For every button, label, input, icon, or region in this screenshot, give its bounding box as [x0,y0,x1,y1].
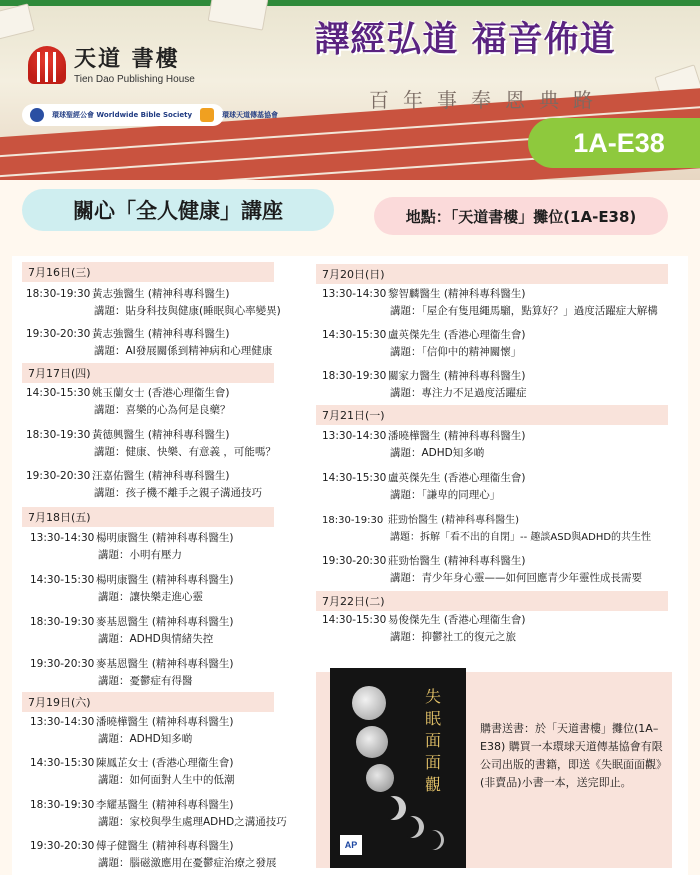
session-speaker: 姚玉蘭女士 (香港心理衞生會) [92,387,230,399]
session-time: 18:30-19:30 [30,616,95,628]
session-time: 14:30-15:30 [30,757,95,769]
promo-text: 購書送書：於「天道書樓」攤位(1A–E38) 購買一本環球天道傳基協會有限公司出版的書籍，即送《失眠面面觀》(非賣品)小書一本，送完即止。 [480,722,663,789]
session-time: 18:30-19:30 [322,515,384,526]
session-time: 19:30-20:30 [322,555,387,567]
session-topic: 講題：AI發展關係到精神病和心理健康 [94,345,273,357]
sponsor-name: 環球聖經公會 Worldwide Bible Society [52,110,193,119]
booth-number-tag: 1A-E38 [528,118,700,168]
venue-label: 地點：「天道書樓」攤位(1A-E38) [374,197,668,235]
session-time: 13:30-14:30 [322,288,387,300]
session-item [322,327,526,361]
session-topic: 講題：如何面對人生中的低潮 [98,774,235,786]
session-time: 14:30-15:30 [26,387,91,399]
session-time: 19:30-20:30 [26,328,91,340]
session-item [322,428,526,462]
session-time: 14:30-15:30 [322,614,387,626]
session-time: 19:30-20:30 [30,658,95,670]
banner-top-band [0,0,700,6]
session-speaker: 楊明康醫生 (精神科專科醫生) [96,574,234,586]
session-item [30,614,234,648]
session-item [322,512,651,546]
session-time: 19:30-20:30 [30,840,95,852]
session-topic: 講題：憂鬱症有得醫 [98,675,193,687]
session-time: 18:30-19:30 [26,288,91,300]
session-speaker: 傅子健醫生 (精神科專科醫生) [96,840,234,852]
session-time: 14:30-15:30 [322,472,387,484]
session-topic: 講題：「信仰中的精神關懷」 [390,346,522,358]
session-item [322,553,642,587]
session-topic: 講題：青少年身心靈——如何回應青少年靈性成長需要 [390,572,642,584]
day-header: 7月20日(日) [316,264,668,284]
session-time: 14:30-15:30 [30,574,95,586]
session-time: 14:30-15:30 [322,329,387,341]
crescent-moon-icon [382,796,406,820]
session-item [322,612,526,646]
session-speaker: 李耀基醫生 (精神科專科醫生) [96,799,234,811]
session-time: 18:30-19:30 [26,429,91,441]
session-topic: 講題：腦磁激應用在憂鬱症治療之發展 [98,857,277,869]
session-item [26,468,262,502]
session-speaker: 黃志強醫生 (精神科專科醫生) [92,328,230,340]
session-topic: 講題：孩子機不離手之親子溝通技巧 [94,487,262,499]
full-moon-icon [352,686,386,720]
session-item [26,385,231,419]
banner-subline: 百年事奉恩典路 [369,88,607,112]
session-item [30,838,277,872]
moon-icon [356,726,388,758]
session-topic: 講題：健康、快樂、有意義 ，可能嗎？ [94,446,276,458]
session-item [322,368,527,402]
session-speaker: 汪嘉佑醫生 (精神科專科醫生) [92,470,230,482]
session-topic: 講題：ADHD知多啲 [390,447,485,459]
publisher-logo [22,40,237,100]
day-header: 7月22日(二) [316,591,668,611]
session-topic: 講題：抑鬱社工的復元之旅 [390,631,516,643]
session-speaker: 麥基恩醫生 (精神科專科醫生) [96,658,234,670]
session-item [30,797,287,831]
session-topic: 講題：專注力不足過度活躍症 [390,387,527,399]
day-header: 7月19日(六) [22,692,274,712]
session-speaker: 易俊傑先生 (香港心理衞生會) [388,614,526,626]
day-header: 7月16日(三) [22,262,274,282]
session-time: 18:30-19:30 [30,799,95,811]
book-title: 失眠面面觀 [424,687,441,794]
session-topic: 講題：「屋企有隻甩繩馬騮，點算好？」過度活躍症大解構 [390,305,658,317]
session-item [26,427,276,461]
session-speaker: 陳鳳芷女士 (香港心理衞生會) [96,757,234,769]
session-time: 19:30-20:30 [26,470,91,482]
sponsor-name: 環球天道傳基協會 [222,110,279,119]
day-header: 7月17日(四) [22,363,274,383]
session-topic: 講題：ADHD知多啲 [98,733,193,745]
page-title: 關心「全人健康」講座 [22,189,334,231]
session-speaker: 盧英傑先生 (香港心理衞生會) [388,329,526,341]
publisher-logo-icon: AP [340,835,362,855]
session-topic: 講題：ADHD與情緒失控 [98,633,214,645]
bible-society-logo-icon [30,108,44,122]
session-item [30,755,235,789]
session-time: 18:30-19:30 [322,370,387,382]
banner-headline: 譯經弘道 福音佈道 [314,19,616,60]
day-header: 7月21日(一) [316,405,668,425]
session-item [30,656,234,690]
sponsor-bar [22,104,279,126]
session-item [30,714,234,748]
session-topic: 講題：小明有壓力 [98,549,182,561]
session-topic: 講題：拆解「看不出的自閉」-- 趣談ASD與ADHD的共生性 [390,532,652,543]
session-topic: 講題：家校與學生處理ADHD之溝通技巧 [98,816,287,828]
banner [0,0,700,180]
session-speaker: 楊明康醫生 (精神科專科醫生) [96,532,234,544]
crescent-moon-icon [424,830,444,850]
session-item [30,530,234,564]
session-time: 13:30-14:30 [30,532,95,544]
logo-chinese-name: 天道 書樓 [74,46,180,72]
session-speaker: 黃德興醫生 (精神科專科醫生) [92,429,230,441]
session-speaker: 麥基恩醫生 (精神科專科醫生) [96,616,234,628]
crescent-moon-icon [402,816,424,838]
session-time: 13:30-14:30 [322,430,387,442]
session-speaker: 潘曉樺醫生 (精神科專科醫生) [96,716,234,728]
session-speaker: 黃志強醫生 (精神科專科醫生) [92,288,230,300]
session-speaker: 盧英傑先生 (香港心理衞生會) [388,472,526,484]
session-speaker: 莊勁怡醫生 (精神科專科醫生) [388,555,526,567]
session-topic: 講題：貼身科技與健康(睡眠與心率變異) [94,305,281,317]
flying-book-decoration [0,3,35,40]
session-speaker: 黎智麟醫生 (精神科專科醫生) [388,288,526,300]
session-topic: 講題：讓快樂走進心靈 [98,591,203,603]
session-speaker: 莊勁怡醫生 (精神科專科醫生) [388,515,519,526]
open-book-logo-icon [28,46,66,84]
session-speaker: 關家力醫生 (精神科專科醫生) [388,370,526,382]
logo-english-name: Tien Dao Publishing House [74,74,195,85]
session-item [322,286,658,320]
tien-dao-logo-icon [200,108,214,122]
book-cover [330,668,466,868]
session-time: 13:30-14:30 [30,716,95,728]
session-topic: 講題：喜樂的心為何是良藥？ [94,404,231,416]
session-item [26,326,272,360]
session-item [26,286,281,320]
session-item [322,470,526,504]
moon-icon [366,764,394,792]
session-topic: 講題：「謙卑的同理心」 [390,489,501,501]
day-header: 7月18日(五) [22,507,274,527]
session-speaker: 潘曉樺醫生 (精神科專科醫生) [388,430,526,442]
session-item [30,572,234,606]
